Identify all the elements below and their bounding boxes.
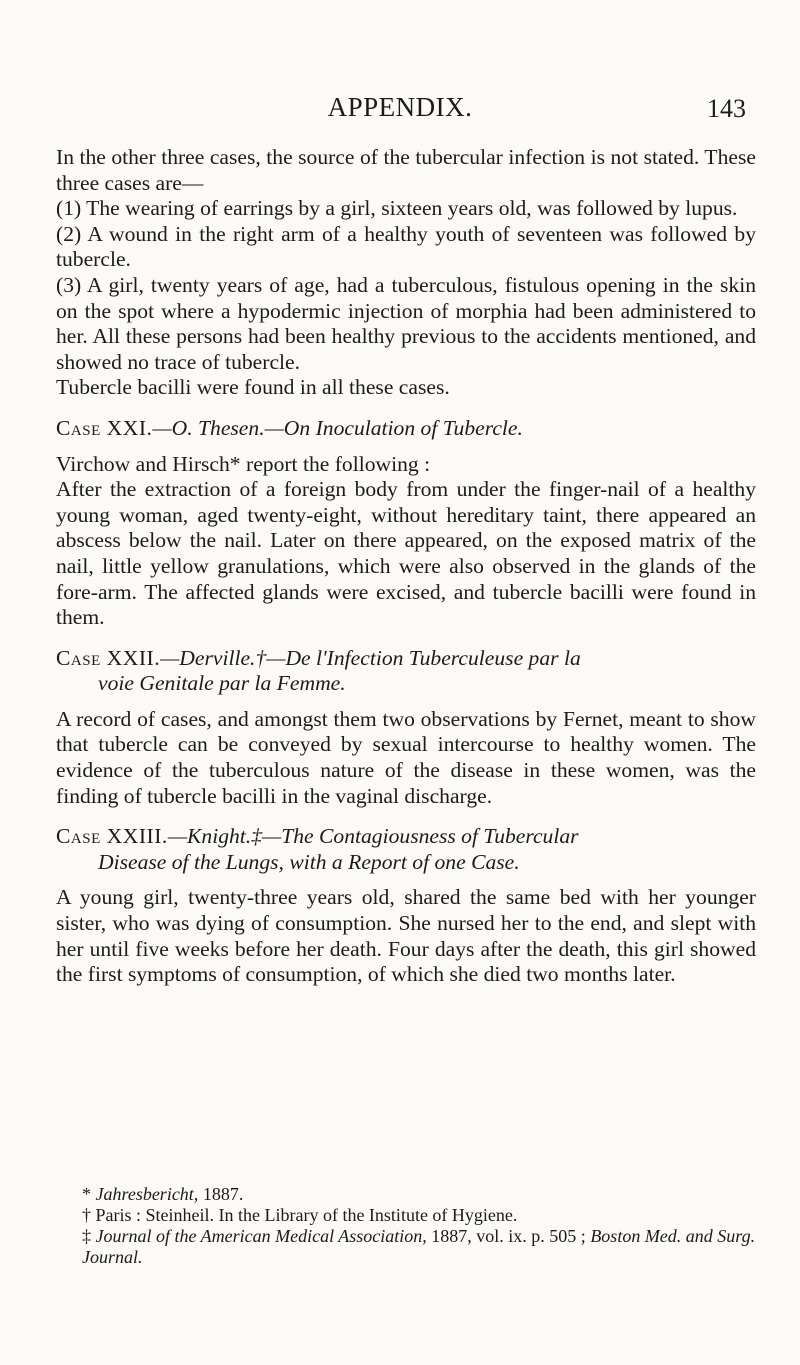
footnote-1-year: 1887. bbox=[198, 1184, 244, 1204]
footnotes bbox=[56, 1184, 776, 1268]
footnote-1 bbox=[56, 1184, 776, 1205]
case-23-title-line2: Disease of the Lungs, with a Report of one Case. bbox=[98, 849, 520, 874]
paragraph-bacilli-found: Tubercle bacilli were found in all these cases. bbox=[56, 375, 450, 400]
case-23-body: A young girl, twenty-three years old, shared the same bed with her younger sister, who was dying of consumption. She nursed her to the end, and slept with her until five weeks before her death. Four days after the death, this girl showed the first symptoms of consumption, of which she died two months later. bbox=[56, 885, 756, 987]
paragraph-case-2: (2) A wound in the right arm of a healthy youth of seventeen was followed by tubercle. bbox=[56, 221, 756, 272]
case-21-label: Case XXI. bbox=[56, 415, 153, 440]
page-body bbox=[56, 145, 756, 988]
footnote-1-title: Jahresbericht, bbox=[95, 1184, 199, 1204]
case-23-author: —Knight.‡ bbox=[167, 824, 263, 849]
footnote-3-ref: 1887, vol. ix. p. 505 ; bbox=[426, 1226, 591, 1246]
footnote-2: † Paris : Steinheil. In the Library of the Institute of Hygiene. bbox=[82, 1205, 518, 1225]
case-23-heading bbox=[56, 824, 756, 875]
case-21-author: —O. Thesen. bbox=[152, 415, 265, 440]
case-23-title-line1: —The Contagiousness of Tubercular bbox=[262, 824, 579, 849]
footnote-3-journal: Journal of the American Medical Association, bbox=[95, 1226, 427, 1246]
footnote-3 bbox=[56, 1226, 776, 1268]
case-22-title-line2: voie Genitale par la Femme. bbox=[98, 671, 346, 696]
case-22-body: A record of cases, and amongst them two observations by Fernet, meant to show that tubercle can be conveyed by sexual intercourse to healthy women. The evidence of the tuberculous nature of the disease in these women, was the finding of tubercle bacilli in the vaginal discharge. bbox=[56, 706, 756, 808]
case-21-intro: Virchow and Hirsch* report the following : bbox=[56, 451, 431, 476]
case-21-body: After the extraction of a foreign body from under the finger-nail of a healthy young woman, aged twenty-eight, without hereditary taint, there appeared an abscess below the nail. Later on there appeared, on the exposed matrix of the nail, little yellow granulations, which were also observed in the glands of the fore-arm. The affected glands were excised, and tubercle bacilli were found in them. bbox=[56, 477, 756, 630]
case-22-heading bbox=[56, 646, 756, 697]
footnote-1-mark: * bbox=[82, 1184, 96, 1204]
footnote-3-boston: Boston Med. and Surg. Journal. bbox=[82, 1226, 756, 1267]
running-title: APPENDIX. bbox=[327, 92, 473, 122]
page-number: 143 bbox=[707, 94, 746, 123]
case-22-label: Case XXII. bbox=[56, 645, 161, 670]
case-21-title: —On Inoculation of Tubercle. bbox=[264, 415, 523, 440]
paragraph-case-3: (3) A girl, twenty years of age, had a tuberculous, fistulous opening in the skin on the spot where a hypodermic injection of morphia had been administered to her. All these persons had been healthy previous to the accidents mentioned, and showed no trace of tubercle. bbox=[56, 272, 756, 374]
footnote-3-mark: ‡ bbox=[82, 1226, 96, 1246]
paragraph-case-1: (1) The wearing of earrings by a girl, sixteen years old, was followed by lupus. bbox=[56, 196, 738, 221]
running-head bbox=[0, 92, 800, 124]
case-21-heading bbox=[56, 416, 756, 442]
paragraph-intro: In the other three cases, the source of the tubercular infection is not stated. These three cases are— bbox=[56, 145, 756, 195]
case-23-label: Case XXIII. bbox=[56, 824, 168, 849]
case-22-author: —Derville.† bbox=[160, 645, 267, 670]
case-22-title-line1: —De l'Infection Tuberculeuse par la bbox=[266, 645, 581, 670]
